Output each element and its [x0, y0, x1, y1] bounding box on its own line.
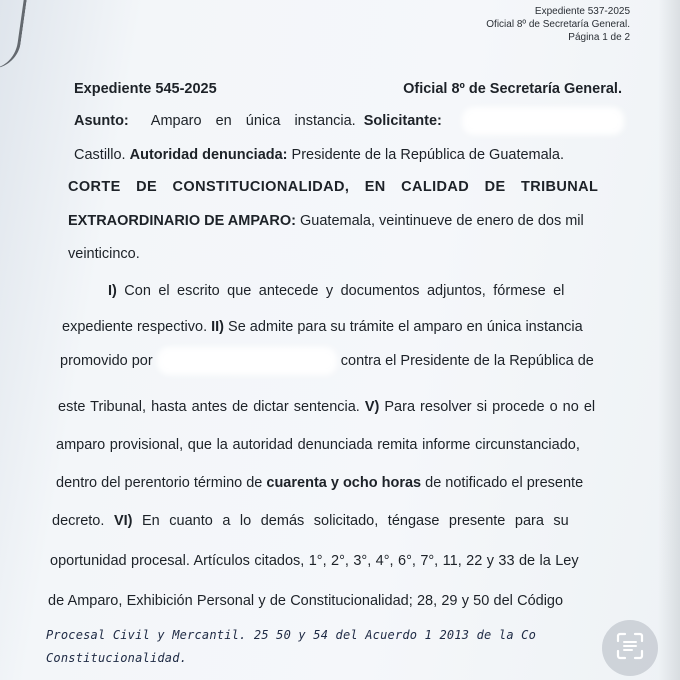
body-line-8: oportunidad procesal. Artículos citados, 1°, 2°, 3°, 4°, 6°, 7°, 11, 22 y 33 de la Ley	[50, 553, 579, 569]
title-expediente: Expediente 545-2025	[74, 81, 217, 97]
body-text-7a: decreto.	[52, 513, 105, 529]
handwritten-line-1: Procesal Civil y Mercantil. 25 50 y 54 del Acuerdo 1 2013 de la Co	[46, 628, 537, 642]
body-text-1: Con el escrito que antecede y documentos adjuntos, fórmese el	[124, 283, 565, 299]
solicitante-label: Solicitante:	[363, 113, 442, 129]
body-line-6	[56, 474, 583, 492]
corte-line-2	[68, 212, 584, 230]
body-text-6a: dentro del perentorio término de	[56, 475, 263, 491]
body-text-2a: expediente respectivo.	[62, 319, 208, 335]
roman-ii: II)	[211, 319, 225, 335]
redacted-promovente	[163, 353, 331, 369]
body-text-4b: Para resolver si procede o no el	[384, 399, 596, 415]
body-text-6b: de notificado el presente	[425, 475, 584, 491]
body-line-2	[62, 318, 583, 336]
title-oficial: Oficial 8º de Secretaría General.	[403, 81, 622, 97]
body-line-3	[60, 352, 594, 370]
page-corner-shadow	[0, 0, 29, 73]
cuarenta-ocho-horas: cuarenta y ocho horas	[266, 475, 422, 491]
header-oficial: Oficial 8º de Secretaría General.	[486, 19, 630, 30]
redacted-name	[468, 113, 618, 129]
body-line-9: de Amparo, Exhibición Personal y de Constitucionalidad; 28, 29 y 50 del Código	[48, 593, 564, 609]
asunto-label: Asunto:	[74, 113, 129, 129]
body-text-2b: Se admite para su trámite el amparo en única instancia	[228, 319, 583, 335]
header-pagina: Página 1 de 2	[568, 32, 630, 43]
body-line-5: amparo provisional, que la autoridad denunciada remita informe circunstanciado,	[56, 437, 580, 453]
autoridad-text: Presidente de la República de Guatemala.	[291, 147, 564, 163]
roman-v: V)	[364, 399, 380, 415]
corte-line-3: veinticinco.	[68, 246, 140, 262]
body-text-7b: En cuanto a lo demás solicitado, téngase presente para su	[142, 513, 569, 529]
body-text-3a: promovido por	[60, 353, 153, 369]
corte-bold: EXTRAORDINARIO DE AMPARO:	[68, 213, 296, 229]
asunto-line	[74, 112, 618, 130]
asunto-text: Amparo en única instancia.	[150, 113, 356, 129]
corte-line-1: CORTE DE CONSTITUCIONALIDAD, EN CALIDAD DE TRIBUNAL	[68, 179, 599, 195]
handwritten-line-2: Constitucionalidad.	[46, 651, 188, 665]
body-text-3b: contra el Presidente de la República de	[340, 353, 594, 369]
autoridad-label: Autoridad denunciada:	[129, 147, 288, 163]
document-scan-icon	[615, 631, 645, 666]
body-text-4a: este Tribunal, hasta antes de dictar sentencia.	[58, 399, 360, 415]
body-line-4	[58, 398, 595, 416]
header-expediente: Expediente 537-2025	[534, 6, 630, 17]
roman-i: I)	[108, 283, 117, 299]
corte-date: Guatemala, veintinueve de enero de dos mil	[300, 213, 584, 229]
body-line-1	[108, 282, 564, 300]
document-scan-button[interactable]	[602, 620, 658, 676]
solicitante-name-end: Castillo.	[74, 147, 126, 163]
title-line	[74, 80, 622, 98]
page-edge-shadow	[658, 0, 680, 680]
autoridad-line	[74, 146, 564, 164]
body-line-7	[52, 512, 569, 530]
roman-vi: VI)	[113, 513, 133, 529]
